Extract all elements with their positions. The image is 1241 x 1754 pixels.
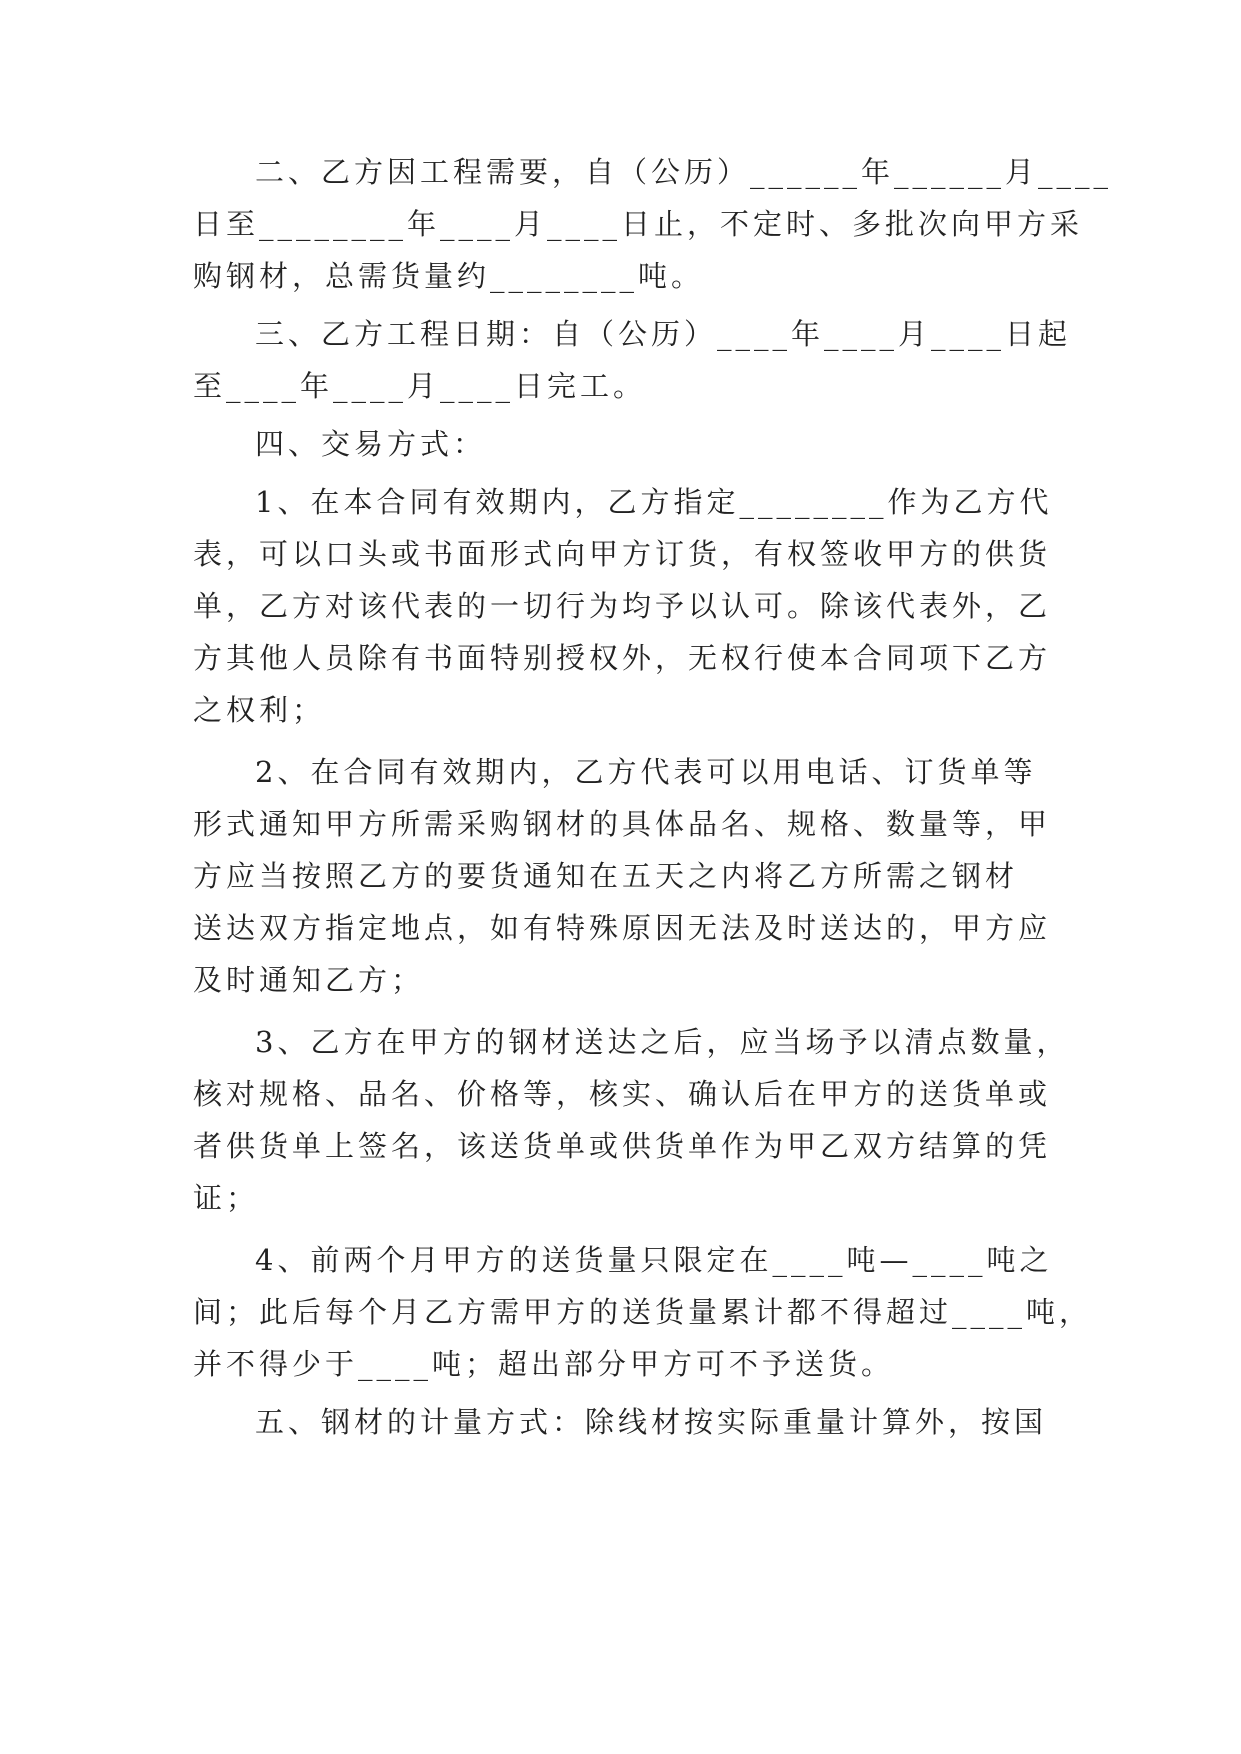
text-line: 至____年____月____日完工。 bbox=[193, 369, 647, 403]
clause-4-2-paragraph bbox=[193, 755, 1053, 1018]
text-line: 单，乙方对该代表的一切行为均予以认可。除该代表外，乙 bbox=[193, 589, 1052, 623]
text-line: 方其他人员除有书面特别授权外，无权行使本合同项下乙方 bbox=[193, 641, 1052, 675]
text-line: 四、交易方式： bbox=[255, 427, 487, 461]
text-line: 之权利； bbox=[193, 693, 326, 727]
clause-4-3-paragraph bbox=[193, 1025, 1070, 1236]
text-line: 及时通知乙方； bbox=[193, 963, 425, 997]
text-line: 形式通知甲方所需采购钢材的具体品名、规格、数量等，甲 bbox=[193, 807, 1052, 841]
text-line: 者供货单上签名，该送货单或供货单作为甲乙双方结算的凭 bbox=[193, 1129, 1052, 1163]
text-line: 送达双方指定地点，如有特殊原因无法及时送达的，甲方应 bbox=[193, 911, 1052, 945]
clause-4-heading bbox=[193, 427, 1053, 482]
text-line: 五、钢材的计量方式：除线材按实际重量计算外，按国 bbox=[255, 1405, 1048, 1439]
text-line: 4、前两个月甲方的送货量只限定在____吨—____吨之 bbox=[255, 1243, 1053, 1277]
text-line: 日至________年____月____日止，不定时、多批次向甲方采 bbox=[193, 207, 1084, 241]
text-line: 表，可以口头或书面形式向甲方订货，有权签收甲方的供货 bbox=[193, 537, 1052, 571]
text-line: 3、乙方在甲方的钢材送达之后，应当场予以清点数量， bbox=[255, 1025, 1070, 1059]
text-line: 2、在合同有效期内，乙方代表可以用电话、订货单等 bbox=[255, 755, 1037, 789]
text-line: 核对规格、品名、价格等，核实、确认后在甲方的送货单或 bbox=[193, 1077, 1052, 1111]
contract-page bbox=[193, 155, 1113, 1460]
text-line: 间；此后每个月乙方需甲方的送货量累计都不得超过____吨， bbox=[193, 1295, 1093, 1329]
clause-5-paragraph bbox=[193, 1405, 1053, 1460]
clause-4-1-paragraph bbox=[193, 485, 1053, 748]
clause-4-4-paragraph bbox=[193, 1243, 1093, 1402]
text-line: 1、在本合同有效期内，乙方指定________作为乙方代 bbox=[255, 485, 1053, 519]
text-line: 方应当按照乙方的要货通知在五天之内将乙方所需之钢材 bbox=[193, 859, 1019, 893]
text-line: 二、乙方因工程需要，自（公历）______年______月____ bbox=[255, 155, 1113, 189]
text-line: 证； bbox=[193, 1181, 260, 1215]
text-line: 并不得少于____吨；超出部分甲方可不予送货。 bbox=[193, 1347, 895, 1381]
clause-2-paragraph bbox=[193, 155, 1113, 314]
text-line: 购钢材，总需货量约________吨。 bbox=[193, 259, 705, 293]
clause-3-paragraph bbox=[193, 317, 1072, 424]
text-line: 三、乙方工程日期：自（公历）____年____月____日起 bbox=[255, 317, 1072, 351]
